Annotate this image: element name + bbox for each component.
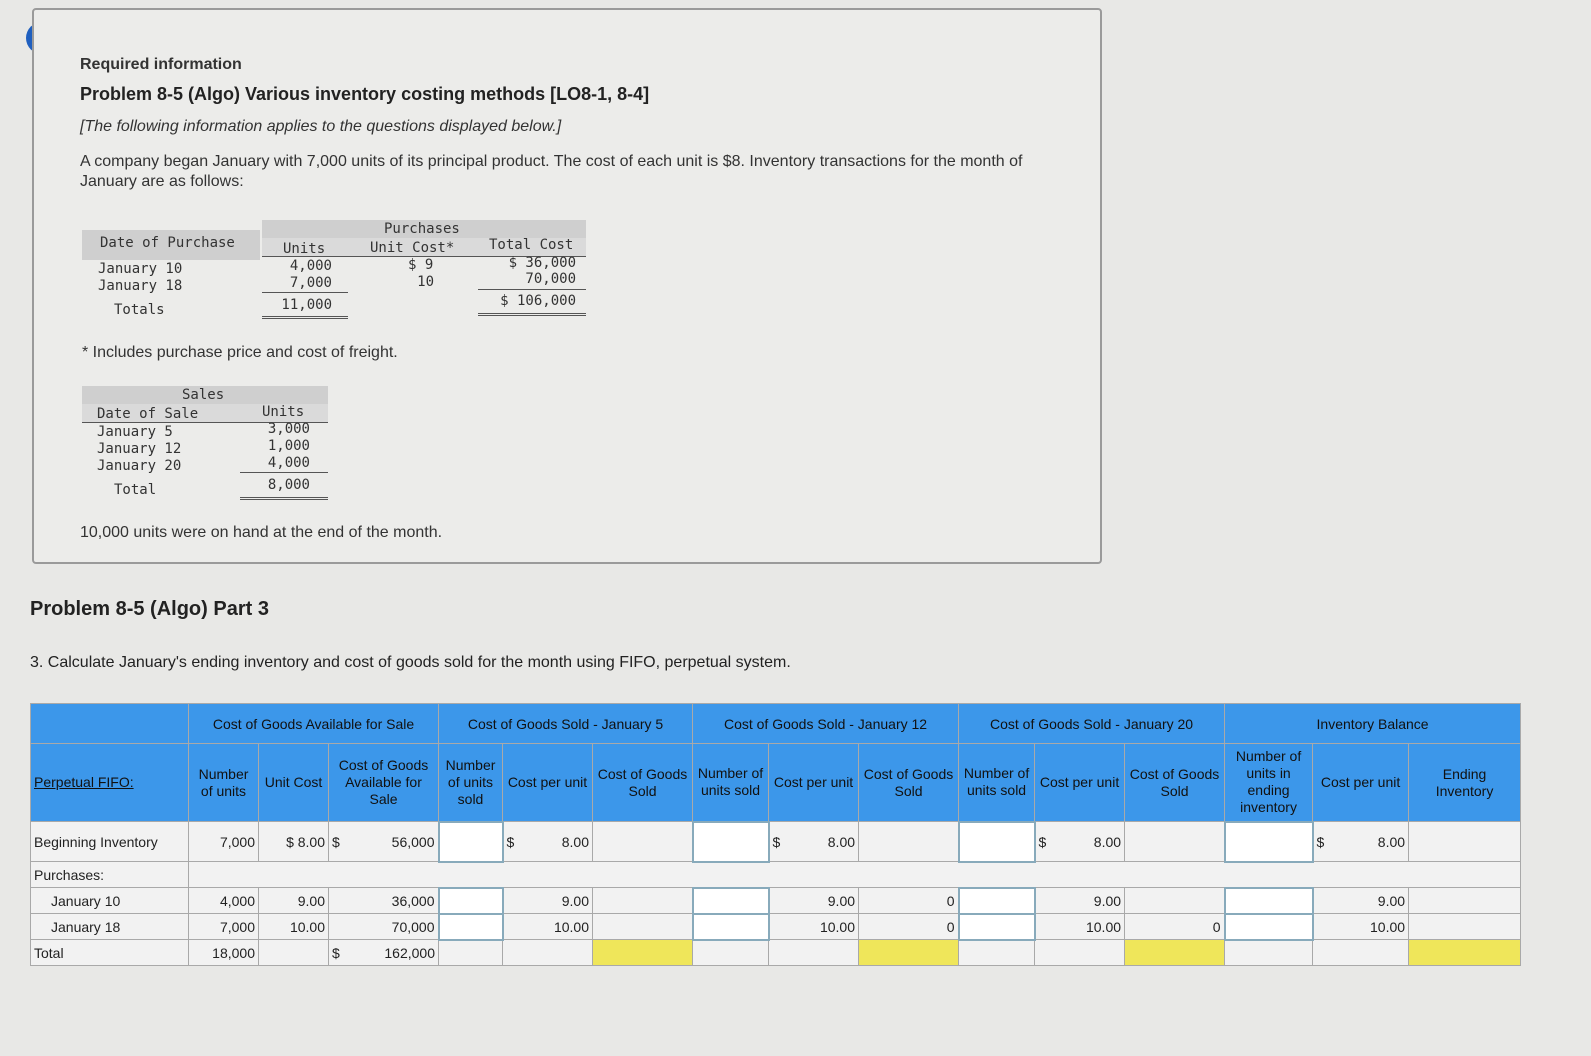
cogas-cell — [329, 940, 439, 966]
blank-cell — [769, 940, 859, 966]
sale-row-date: January 5 — [97, 424, 173, 440]
corner-cell — [31, 704, 189, 744]
unit-cost-cell: 9.00 — [259, 888, 329, 914]
ending-units-input[interactable] — [1225, 888, 1313, 914]
cogas-cell — [329, 822, 439, 862]
row-label: January 10 — [31, 888, 189, 914]
col-header: Ending Inventory — [1409, 744, 1521, 822]
col-header: Cost per unit — [1035, 744, 1125, 822]
group-header-cogs-jan5: Cost of Goods Sold - January 5 — [439, 704, 693, 744]
units-cell: 7,000 — [189, 914, 259, 940]
problem-title: Problem 8-5 (Algo) Various inventory costing methods [LO8-1, 8-4] — [80, 84, 650, 104]
purchases-totalcost-header: Total Cost — [489, 237, 574, 253]
jan18-row — [31, 914, 1521, 940]
jan12-cost-per-unit: 10.00 — [769, 914, 859, 940]
group-header-cogs-jan20: Cost of Goods Sold - January 20 — [959, 704, 1225, 744]
cogas-cell: 36,000 — [329, 888, 439, 914]
end-of-month-note: 10,000 units were on hand at the end of the month. — [80, 524, 443, 541]
jan12-cost-per-unit — [769, 822, 859, 862]
intro-text: A company began January with 7,000 units of its principal product. The cost of each unit is $8. Inventory transactions for the month of January are as follows: — [80, 153, 1023, 190]
purchases-totals-cost: $ 106,000 — [500, 293, 576, 309]
cost-value: 8.00 — [561, 833, 589, 850]
units-cell: 4,000 — [189, 888, 259, 914]
blank-cell — [1225, 940, 1313, 966]
perpetual-fifo-link[interactable]: Perpetual FIFO: — [31, 744, 189, 822]
cogas-value: 162,000 — [384, 944, 435, 961]
dollar-sign: $ — [772, 833, 781, 850]
ending-inventory-cell — [1409, 914, 1521, 940]
col-header: Cost per unit — [503, 744, 593, 822]
purchases-units-header: Units — [283, 241, 326, 257]
fifo-worksheet-table — [30, 703, 1521, 966]
jan5-cost-per-unit: 10.00 — [503, 914, 593, 940]
cost-value: 8.00 — [1377, 833, 1406, 850]
col-header: Number of units in ending inventory — [1225, 744, 1313, 822]
ending-inventory-total-highlight[interactable] — [1409, 940, 1521, 966]
units-cell: 7,000 — [189, 822, 259, 862]
jan20-cogs-cell — [1125, 888, 1225, 914]
jan5-cost-per-unit — [503, 822, 593, 862]
jan5-units-sold-input[interactable] — [439, 914, 503, 940]
col-header: Cost of Goods Available for Sale — [329, 744, 439, 822]
beginning-inventory-row — [31, 822, 1521, 862]
jan12-cogs-total-highlight[interactable] — [859, 940, 959, 966]
purchase-row-units: 7,000 — [289, 275, 332, 291]
purchase-row-total: 70,000 — [525, 271, 576, 287]
sale-row-date: January 12 — [97, 441, 182, 457]
jan5-cogs-cell — [593, 914, 693, 940]
purchase-row-total: $ 36,000 — [508, 255, 576, 271]
purchases-date-header: Date of Purchase — [100, 235, 235, 251]
col-header: Cost per unit — [1313, 744, 1409, 822]
jan5-units-sold-input[interactable] — [439, 822, 503, 862]
purchases-totals-units: 11,000 — [281, 297, 332, 313]
sales-total-double-rule — [240, 497, 328, 500]
purchases-totals-label: Totals — [114, 302, 165, 318]
purchase-row-date: January 10 — [98, 261, 183, 277]
group-header-row — [31, 704, 1521, 744]
purchase-row-unitcost: 10 — [417, 274, 434, 290]
units-cell: 18,000 — [189, 940, 259, 966]
jan12-units-sold-input[interactable] — [693, 888, 769, 914]
question-text: 3. Calculate January's ending inventory and cost of goods sold for the month using FIFO, perpetual system. — [30, 654, 791, 671]
group-header-cogas: Cost of Goods Available for Sale — [189, 704, 439, 744]
sales-group-header: Sales — [182, 387, 225, 403]
part-title: Problem 8-5 (Algo) Part 3 — [30, 598, 269, 620]
purchase-row-unitcost: $ 9 — [408, 257, 434, 273]
jan12-cogs-cell: 0 — [859, 888, 959, 914]
jan12-units-sold-input[interactable] — [693, 914, 769, 940]
total-row — [31, 940, 1521, 966]
column-header-row — [31, 744, 1521, 822]
sales-total-units: 8,000 — [267, 477, 310, 493]
jan5-cogs-cell — [593, 888, 693, 914]
jan20-cogs-cell — [1125, 822, 1225, 862]
unit-cost-cell: 10.00 — [259, 914, 329, 940]
sale-row-date: January 20 — [97, 458, 182, 474]
sales-date-header: Date of Sale — [97, 406, 199, 422]
jan20-units-sold-input[interactable] — [959, 888, 1035, 914]
cogas-cell: 70,000 — [329, 914, 439, 940]
ending-inventory-cell — [1409, 888, 1521, 914]
sales-units-header: Units — [262, 404, 305, 420]
blank-cell — [1035, 940, 1125, 966]
col-header: Cost per unit — [769, 744, 859, 822]
col-header: Number of units — [189, 744, 259, 822]
footnote: * Includes purchase price and cost of freight. — [82, 344, 398, 361]
col-header: Cost of Goods Sold — [593, 744, 693, 822]
blank-cell — [439, 940, 503, 966]
ending-inventory-cell — [1409, 822, 1521, 862]
col-header: Unit Cost — [259, 744, 329, 822]
col-header: Number of units sold — [693, 744, 769, 822]
unit-cost-cell — [259, 940, 329, 966]
jan5-units-sold-input[interactable] — [439, 888, 503, 914]
ending-units-input[interactable] — [1225, 914, 1313, 940]
units-total-double-rule — [262, 316, 348, 319]
col-header: Number of units sold — [439, 744, 503, 822]
cost-sum-rule — [478, 289, 586, 290]
row-label: Total — [31, 940, 189, 966]
purchase-row-date: January 18 — [98, 278, 183, 294]
row-label: Purchases: — [31, 862, 189, 888]
jan20-cogs-total-highlight[interactable] — [1125, 940, 1225, 966]
purchases-group-header: Purchases — [384, 221, 460, 237]
group-header-inventory-balance: Inventory Balance — [1225, 704, 1521, 744]
blank-cell — [503, 940, 593, 966]
col-header: Cost of Goods Sold — [1125, 744, 1225, 822]
jan5-cogs-cell — [593, 822, 693, 862]
ending-units-input[interactable] — [1225, 822, 1313, 862]
unit-cost-cell: $ 8.00 — [259, 822, 329, 862]
purchases-unitcost-header: Unit Cost* — [370, 240, 455, 256]
blank-cell — [959, 940, 1035, 966]
jan12-cogs-cell — [859, 822, 959, 862]
jan20-cost-per-unit — [1035, 822, 1125, 862]
jan20-cogs-cell: 0 — [1125, 914, 1225, 940]
dollar-sign: $ — [332, 833, 340, 850]
sale-row-units: 1,000 — [267, 438, 310, 454]
sales-total-label: Total — [114, 482, 157, 498]
required-info-label: Required information — [80, 56, 242, 73]
purchases-label-row — [31, 862, 1521, 888]
applies-note: [The following information applies to the questions displayed below.] — [80, 118, 562, 135]
sale-row-units: 3,000 — [267, 421, 310, 437]
jan12-cogs-cell: 0 — [859, 914, 959, 940]
jan10-row — [31, 888, 1521, 914]
cost-value: 8.00 — [1093, 833, 1122, 850]
row-label: January 18 — [31, 914, 189, 940]
blank-cell — [693, 940, 769, 966]
jan12-cost-per-unit: 9.00 — [769, 888, 859, 914]
spacer — [189, 862, 1521, 888]
dollar-sign: $ — [506, 833, 515, 850]
blank-cell — [1313, 940, 1409, 966]
col-header: Cost of Goods Sold — [859, 744, 959, 822]
jan5-cogs-total-highlight[interactable] — [593, 940, 693, 966]
jan20-units-sold-input[interactable] — [959, 822, 1035, 862]
sale-row-units: 4,000 — [267, 455, 310, 471]
group-header-cogs-jan12: Cost of Goods Sold - January 12 — [693, 704, 959, 744]
dollar-sign: $ — [1316, 833, 1325, 850]
jan20-cost-per-unit: 9.00 — [1035, 888, 1125, 914]
dollar-sign: $ — [332, 944, 340, 961]
jan20-units-sold-input[interactable] — [959, 914, 1035, 940]
cogas-value: 56,000 — [391, 833, 435, 850]
dollar-sign: $ — [1038, 833, 1047, 850]
ending-cost-per-unit — [1313, 822, 1409, 862]
sales-sum-rule — [240, 472, 328, 473]
jan20-cost-per-unit: 10.00 — [1035, 914, 1125, 940]
ending-cost-per-unit: 9.00 — [1313, 888, 1409, 914]
row-label: Beginning Inventory — [31, 822, 189, 862]
units-sum-rule — [262, 292, 348, 293]
purchase-row-units: 4,000 — [289, 258, 332, 274]
cost-value: 8.00 — [827, 833, 856, 850]
cost-total-double-rule — [478, 313, 586, 316]
jan5-cost-per-unit: 9.00 — [503, 888, 593, 914]
jan12-units-sold-input[interactable] — [693, 822, 769, 862]
col-header: Number of units sold — [959, 744, 1035, 822]
ending-cost-per-unit: 10.00 — [1313, 914, 1409, 940]
